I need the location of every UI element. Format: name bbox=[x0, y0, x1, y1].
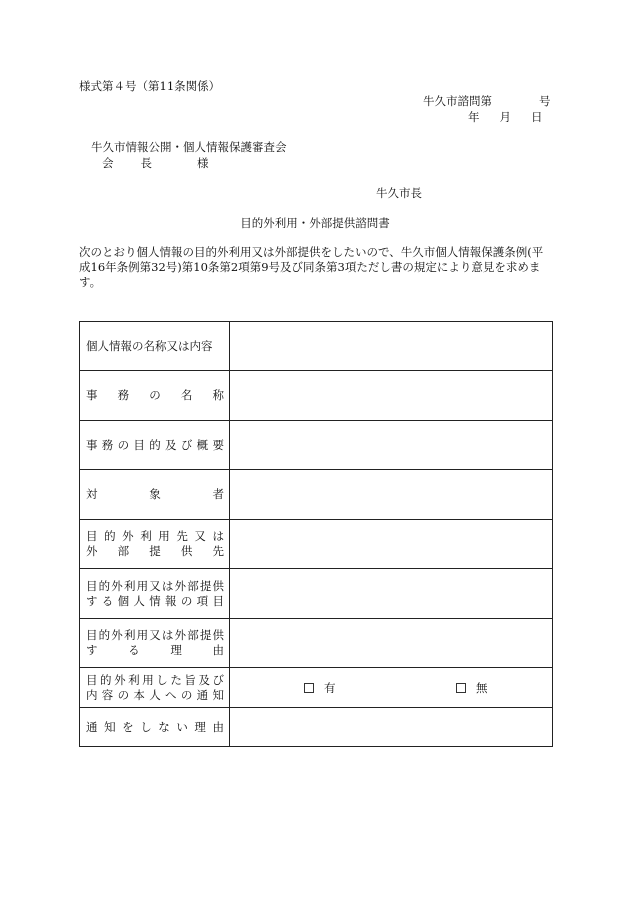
row-label bbox=[80, 520, 230, 569]
table-row bbox=[80, 421, 553, 470]
table-row bbox=[80, 708, 553, 747]
row-value[interactable] bbox=[230, 322, 553, 371]
row-label bbox=[80, 668, 230, 708]
row-value[interactable] bbox=[230, 708, 553, 747]
row-value[interactable] bbox=[230, 619, 553, 668]
inquiry-table bbox=[79, 321, 553, 747]
addressee-honorific: 様 bbox=[197, 156, 209, 170]
row-label bbox=[80, 569, 230, 619]
date-month: 月 bbox=[499, 110, 511, 124]
table-row bbox=[80, 470, 553, 520]
row-label-line: 目的外利用又は外部提供 bbox=[86, 628, 224, 642]
addressee-title-line bbox=[102, 156, 209, 170]
table-row bbox=[80, 569, 553, 619]
form-number: 様式第４号（第11条関係） bbox=[79, 79, 221, 93]
row-label-line: 外部提供先 bbox=[86, 544, 224, 558]
row-label-line: 内容の本人への通知 bbox=[86, 687, 224, 702]
row-label-line: 対象者 bbox=[86, 487, 224, 501]
option-yes-label: 有 bbox=[324, 680, 336, 695]
table-row bbox=[80, 520, 553, 569]
date-line bbox=[468, 110, 543, 124]
sender: 牛久市長 bbox=[376, 186, 422, 200]
table-row bbox=[80, 619, 553, 668]
row-label-line: する個人情報の項目 bbox=[86, 593, 224, 608]
table-row bbox=[80, 322, 553, 371]
row-value[interactable] bbox=[230, 371, 553, 421]
table-row-notification bbox=[80, 668, 553, 708]
row-label-line: する理由 bbox=[86, 643, 224, 657]
addressee-title: 会長 bbox=[102, 156, 152, 170]
body-text: 次のとおり個人情報の目的外利用又は外部提供をしたいので、牛久市個人情報保護条例(平成16年条例第32号)第10条第2項第9号及び同条第3項ただし書の規定により意見を求めます。 bbox=[79, 245, 544, 289]
option-no[interactable] bbox=[456, 680, 488, 696]
addressee-organization: 牛久市情報公開・個人情報保護審査会 bbox=[91, 140, 287, 154]
row-value[interactable] bbox=[230, 569, 553, 619]
date-day: 日 bbox=[531, 110, 543, 124]
row-label-line: 通知をしない理由 bbox=[86, 719, 224, 734]
row-label-line: 事務の名称 bbox=[86, 388, 224, 402]
inquiry-number bbox=[423, 94, 551, 108]
option-no-label: 無 bbox=[476, 680, 488, 695]
row-label bbox=[80, 708, 230, 747]
inquiry-suffix: 号 bbox=[539, 94, 551, 108]
date-year: 年 bbox=[468, 110, 480, 124]
option-yes[interactable] bbox=[304, 680, 336, 696]
checkbox-icon[interactable] bbox=[304, 683, 314, 693]
row-label bbox=[80, 619, 230, 668]
row-value[interactable] bbox=[230, 520, 553, 569]
row-label-line: 目的外利用した旨及び bbox=[86, 672, 224, 687]
inquiry-prefix: 牛久市諮問第 bbox=[423, 94, 492, 108]
checkbox-icon[interactable] bbox=[456, 683, 466, 693]
row-label bbox=[80, 421, 230, 470]
row-value[interactable] bbox=[230, 421, 553, 470]
notification-options bbox=[230, 668, 553, 708]
row-label-line: 個人情報の名称又は内容 bbox=[86, 338, 213, 353]
table-row bbox=[80, 371, 553, 421]
row-value[interactable] bbox=[230, 470, 553, 520]
row-label-line: 目的外利用先又は bbox=[86, 529, 224, 543]
row-label-line: 事務の目的及び概要 bbox=[86, 437, 224, 452]
row-label bbox=[80, 322, 230, 371]
row-label bbox=[80, 371, 230, 421]
row-label bbox=[80, 470, 230, 520]
document-title: 目的外利用・外部提供諮問書 bbox=[240, 216, 390, 230]
row-label-line: 目的外利用又は外部提供 bbox=[86, 578, 224, 593]
